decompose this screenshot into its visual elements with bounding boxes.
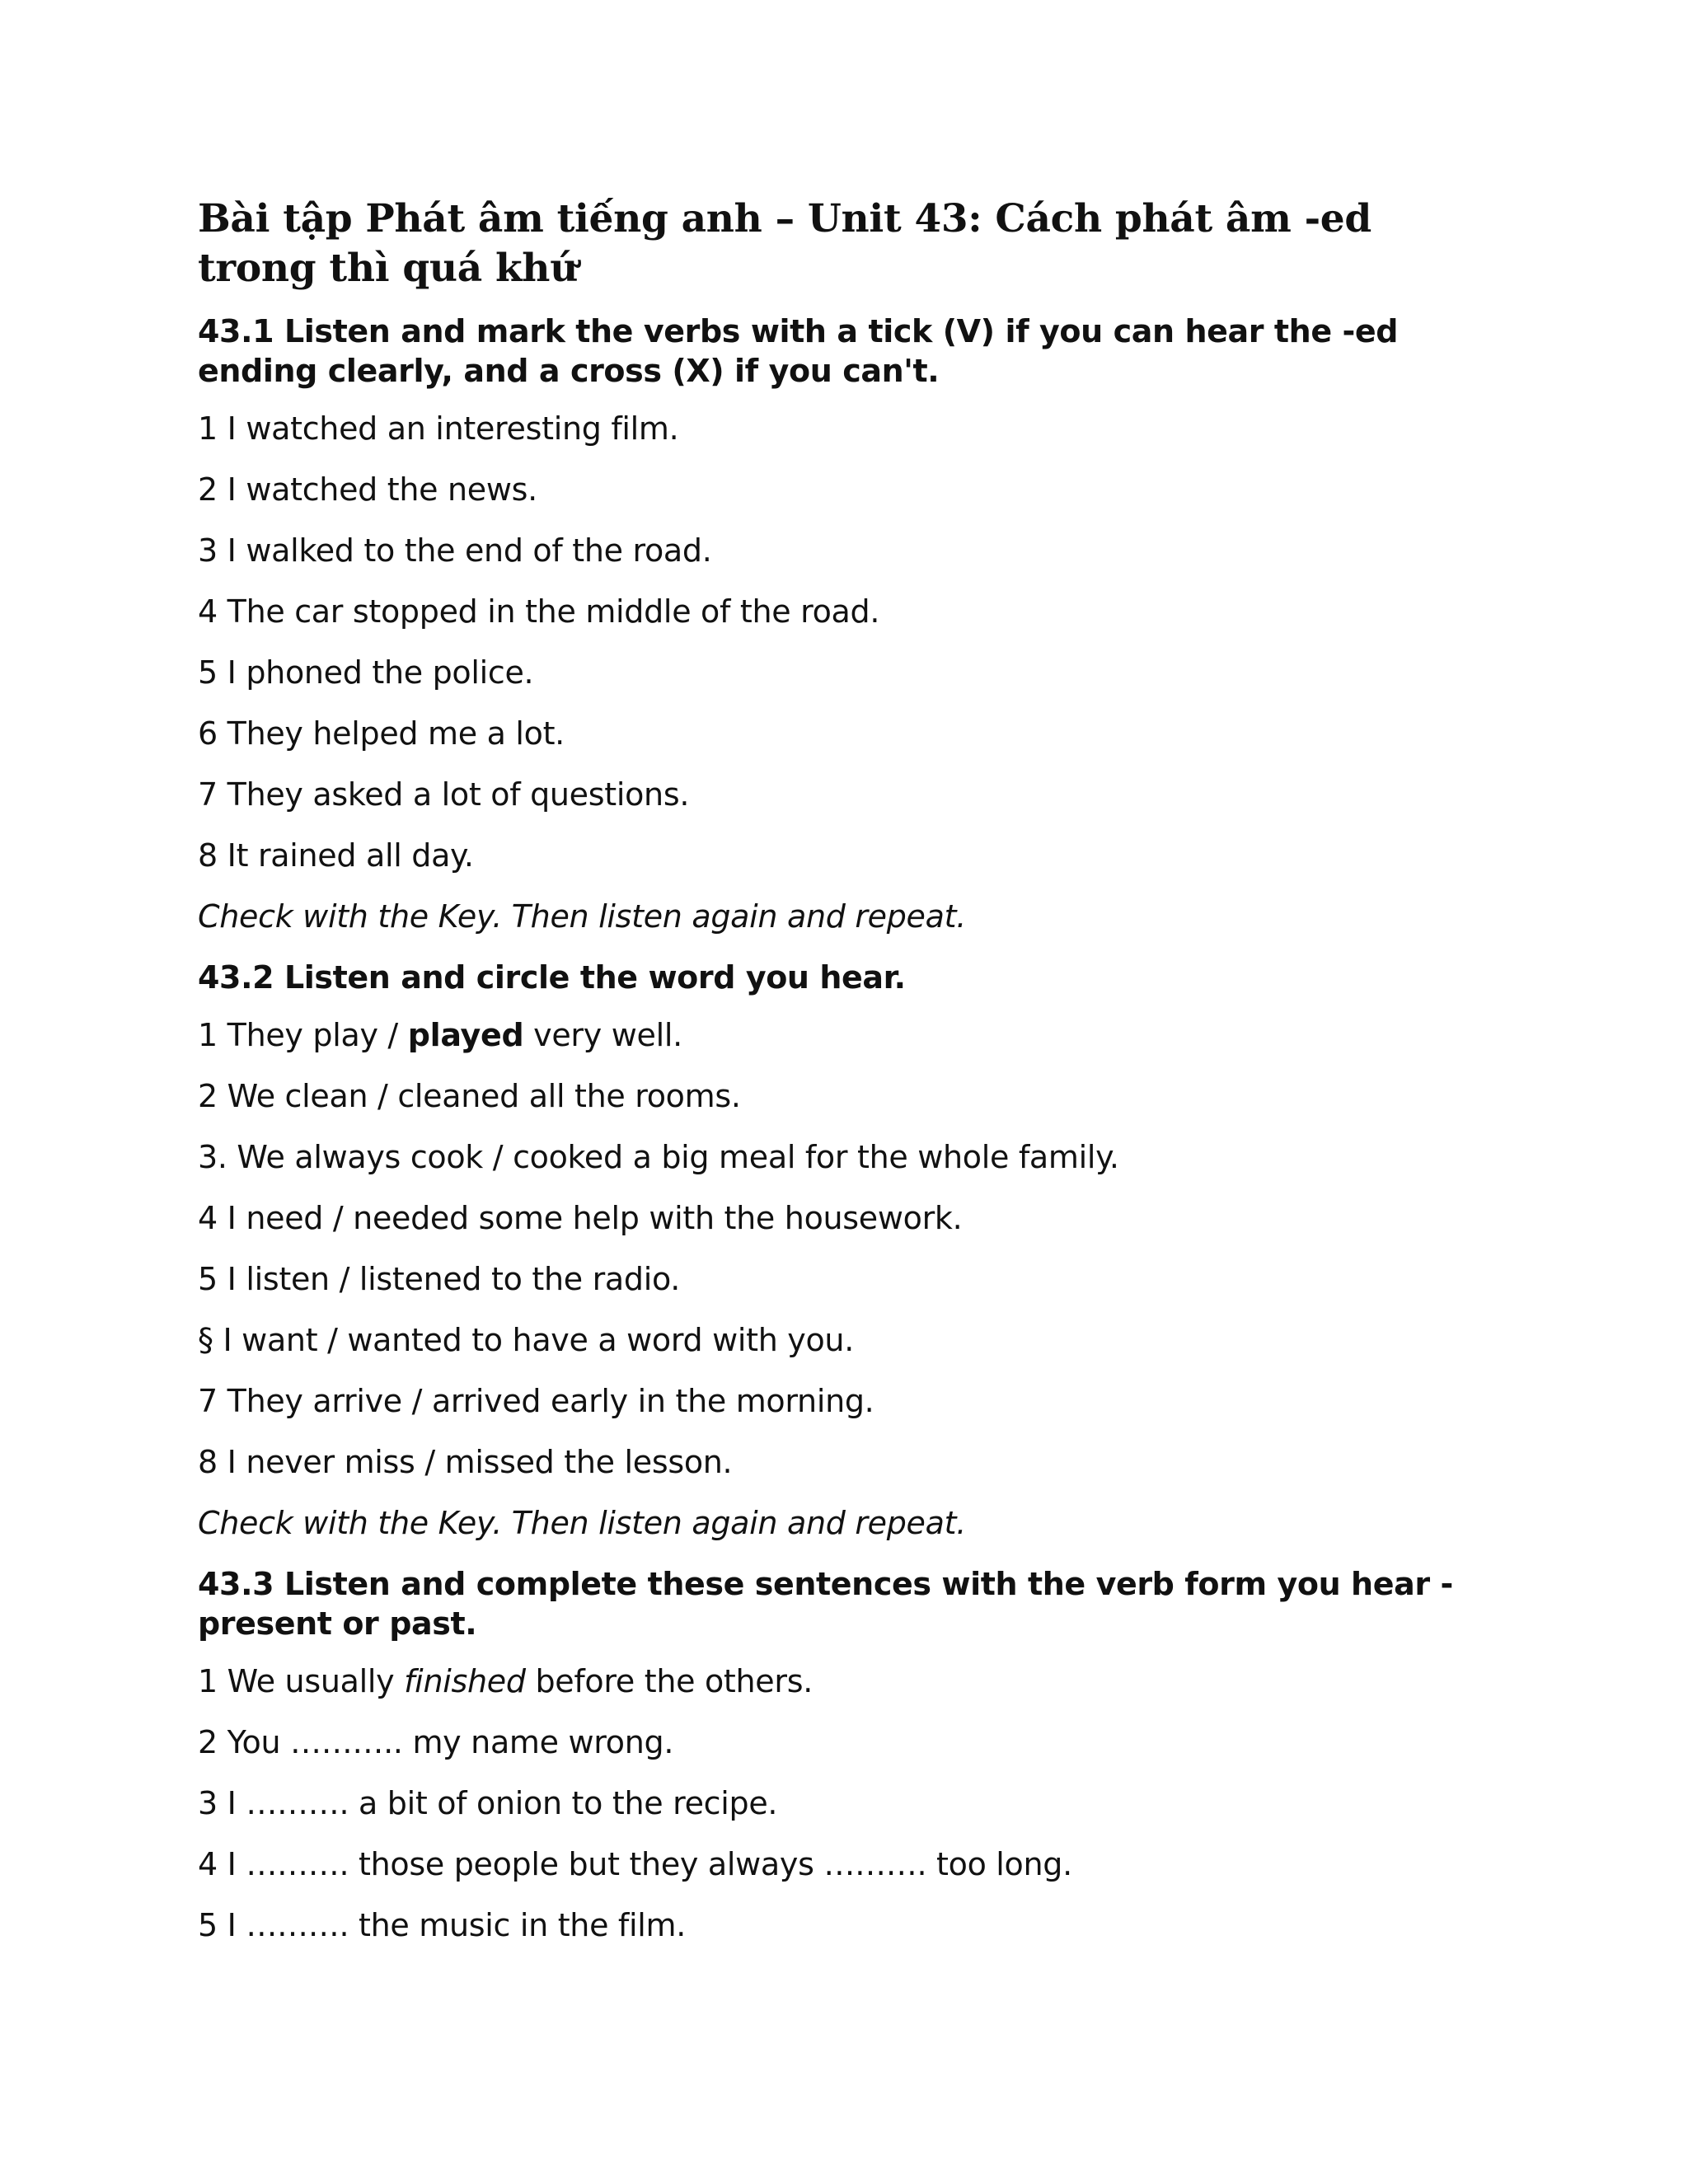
page-title: Bài tập Phát âm tiếng anh – Unit 43: Cách phát âm -ed trong thì quá khứ (198, 196, 1372, 291)
exercise-43-3-heading: 43.3 Listen and complete these sentences with the verb form you hear - present or past. (198, 1566, 1453, 1642)
exercise-item: 5 I listen / listened to the radio. (198, 1261, 681, 1297)
exercise-item: § I want / wanted to have a word with you. (198, 1322, 854, 1358)
exercise-item: 8 I never miss / missed the lesson. (198, 1444, 733, 1480)
exercise-item: 2 I watched the news. (198, 471, 537, 508)
item-text: before the others. (525, 1663, 813, 1699)
exercise-item: 4 I ………. those people but they always ………. too long. (198, 1846, 1072, 1882)
item-text: very well. (523, 1017, 682, 1053)
exercise-item: 5 I phoned the police. (198, 654, 534, 691)
exercise-43-1-heading: 43.1 Listen and mark the verbs with a tick (V) if you can hear the -ed ending clearly, and a cross (X) if you can't. (198, 313, 1399, 389)
exercise-item: 4 I need / needed some help with the housework. (198, 1200, 963, 1236)
instruction-note: Check with the Key. Then listen again and repeat. (198, 898, 966, 935)
exercise-item: 5 I ………. the music in the film. (198, 1907, 687, 1943)
exercise-item (198, 1015, 1484, 1055)
exercise-43-2-heading: 43.2 Listen and circle the word you hear. (198, 959, 906, 996)
italic-example: finished (404, 1663, 526, 1699)
exercise-item: 8 It rained all day. (198, 837, 474, 874)
exercise-item: 2 We clean / cleaned all the rooms. (198, 1078, 741, 1114)
exercise-item: 3. We always cook / cooked a big meal for the whole family. (198, 1139, 1119, 1175)
exercise-item: 7 They asked a lot of questions. (198, 776, 690, 813)
exercise-item: 6 They helped me a lot. (198, 715, 565, 752)
exercise-item: 2 You ……….. my name wrong. (198, 1724, 674, 1760)
item-text: 1 They play / (198, 1017, 408, 1053)
bold-answer: played (407, 1017, 524, 1053)
exercise-item: 3 I walked to the end of the road. (198, 532, 712, 569)
exercise-item: 1 I watched an interesting film. (198, 410, 679, 447)
exercise-item: 3 I ………. a bit of onion to the recipe. (198, 1785, 778, 1821)
exercise-item: 4 The car stopped in the middle of the road. (198, 593, 880, 630)
exercise-item: 7 They arrive / arrived early in the morning. (198, 1383, 874, 1419)
item-text: 1 We usually (198, 1663, 405, 1699)
instruction-note: Check with the Key. Then listen again and repeat. (198, 1505, 966, 1541)
exercise-item (198, 1661, 1484, 1701)
document-page (198, 194, 1484, 1966)
